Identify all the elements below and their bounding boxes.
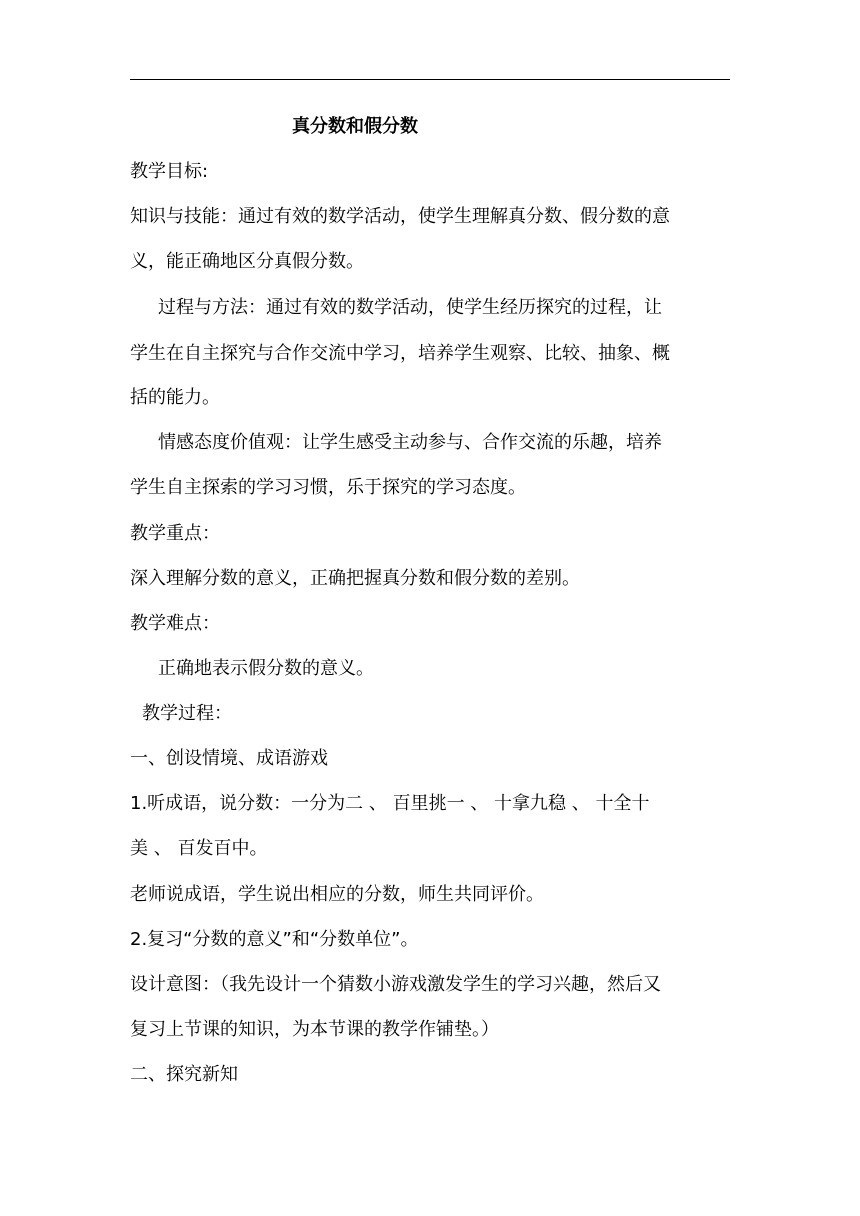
- difficulty-text: 正确地表示假分数的意义。: [158, 658, 374, 679]
- key-points-text: 深入理解分数的意义，正确把握真分数和假分数的差别。: [130, 568, 580, 589]
- section-1-heading: 一、创设情境、成语游戏: [130, 748, 328, 769]
- emotion-values-line-1: 情感态度价值观：让学生感受主动参与、合作交流的乐趣，培养: [158, 432, 662, 453]
- document-title: 真分数和假分数: [292, 116, 418, 137]
- design-intent-line-1: 设计意图：（我先设计一个猜数小游戏激发学生的学习兴趣，然后又: [130, 974, 661, 995]
- process-method-line-2: 学生在自主探究与合作交流中学习，培养学生观察、比较、抽象、概: [130, 343, 670, 364]
- teacher-activity-line: 老师说成语，学生说出相应的分数，师生共同评价。: [130, 884, 544, 905]
- header-rule: [130, 79, 730, 80]
- knowledge-skills-line-2: 义，能正确地区分真假分数。: [130, 251, 364, 272]
- objectives-heading: 教学目标:: [130, 161, 209, 182]
- emotion-values-line-2: 学生自主探索的学习习惯，乐于探究的学习态度。: [130, 477, 526, 498]
- idiom-item-line-1: 1.听成语，说分数：一分为二 、 百里挑一 、 十拿九稳 、 十全十: [130, 793, 650, 814]
- process-method-line-3: 括的能力。: [130, 387, 220, 408]
- knowledge-skills-line-1: 知识与技能：通过有效的数学活动，使学生理解真分数、假分数的意: [130, 206, 670, 227]
- key-points-heading: 教学重点：: [130, 523, 220, 544]
- idiom-item-line-2: 美 、 百发百中。: [130, 838, 268, 859]
- teaching-process-heading: 教学过程：: [142, 703, 232, 724]
- difficulty-heading: 教学难点：: [130, 613, 220, 634]
- design-intent-line-2: 复习上节课的知识，为本节课的教学作铺垫。）: [130, 1019, 499, 1040]
- section-2-heading: 二、探究新知: [130, 1064, 238, 1085]
- process-method-line-1: 过程与方法：通过有效的数学活动，使学生经历探究的过程，让: [158, 297, 662, 318]
- review-item-line: 2.复习“分数的意义”和“分数单位”。: [130, 929, 419, 950]
